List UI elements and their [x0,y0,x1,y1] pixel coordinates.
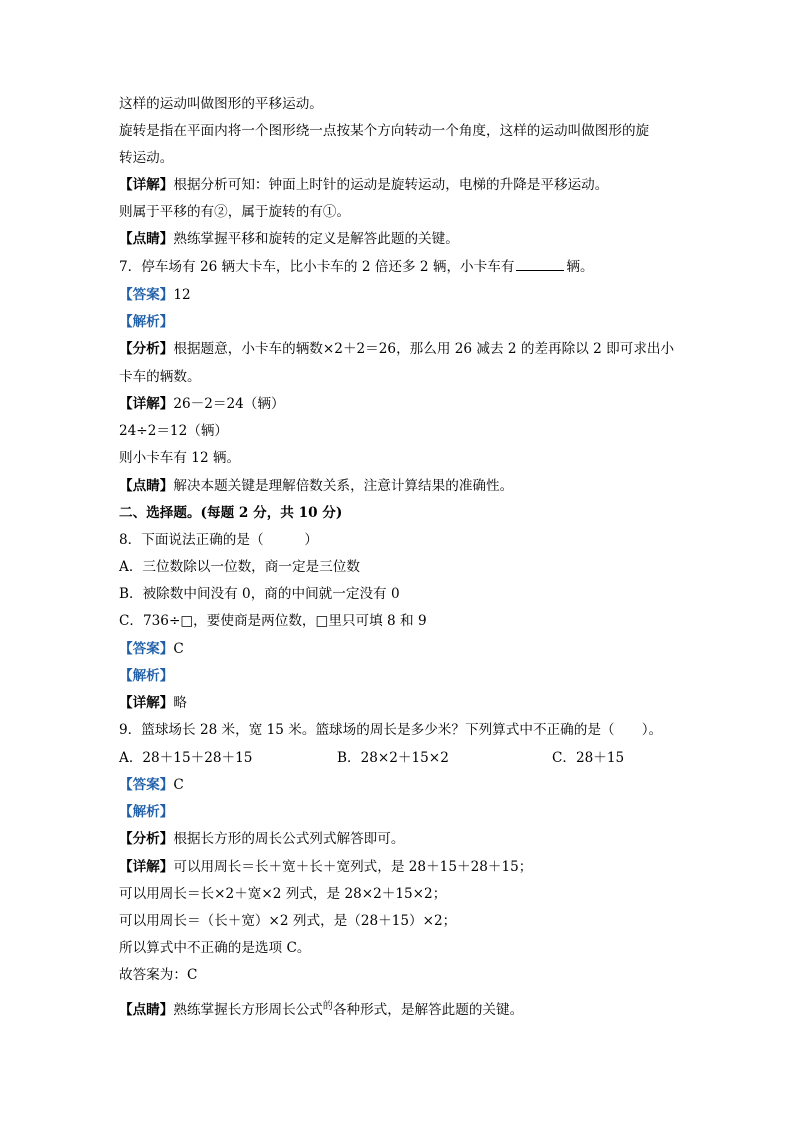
fenxi-text: 根据长方形的周长公式列式解答即可。 [173,831,405,847]
answer-value: 12 [173,287,191,303]
fenxi-text: 根据题意，小卡车的辆数×2＋2＝26，那么用 26 减去 2 的差再除以 2 即可求出小 [173,341,675,357]
intro-line-3: 转运动。 [119,150,174,166]
detail-tag: 【详解】 [119,177,174,193]
q9-line-4: 所以算式中不正确的是选项 C。 [119,940,311,956]
q7-note [119,476,754,496]
section-title: 二、选择题。(每题 2 分，共 10 分) [119,505,343,521]
q8-analysis-tag: 【解析】 [119,668,174,684]
q6-detail [119,175,754,195]
q8-question: 8．下面说法正确的是（ ） [119,532,318,548]
q7-analysis-tag: 【解析】 [119,314,174,330]
q9-line-2: 可以用周长＝长×2＋宽×2 列式，是 28×2＋15×2； [119,886,447,902]
note-tag: 【点睛】 [119,231,174,247]
q8-answer [119,639,754,659]
q6-result: 则属于平移的有②，属于旋转的有①。 [119,204,351,220]
answer-blank [516,257,564,271]
q7-calc-2: 24÷2＝12（辆） [119,423,229,439]
q8-option-c: C．736÷□，要使商是两位数，□里只可填 8 和 9 [119,613,427,629]
q7-question-post: 辆。 [566,259,594,275]
q6-note [119,229,754,249]
q9-question: 9．篮球场长 28 米，宽 15 米。篮球场的周长是多少米？下列算式中不正确的是（ ）。 [119,722,663,738]
intro-line-2: 旋转是指在平面内将一个图形绕一点按某个方向转动一个角度，这样的运动叫做图形的旋 [119,123,650,139]
q7-fenxi [119,339,754,359]
q9-option-a: A．28＋15＋28＋15 [119,750,253,766]
answer-tag: 【答案】 [119,641,174,657]
q7-detail [119,394,754,414]
fenxi-tag: 【分析】 [119,831,174,847]
detail-tag: 【详解】 [119,695,174,711]
detail-text: 略 [173,695,187,711]
detail-text: 26－2＝24（辆） [173,396,285,412]
q8-detail [119,693,754,713]
q9-option-b: B．28×2＋15×2 [337,750,449,766]
q8-option-b: B．被除数中间没有 0，商的中间就一定没有 0 [119,586,400,602]
answer-value: C [173,777,184,793]
q9-note [119,1000,754,1022]
detail-text: 可以用周长＝长＋宽＋长＋宽列式，是 28＋15＋28＋15； [173,859,533,875]
q7-question-pre: 7．停车场有 26 辆大卡车，比小卡车的 2 倍还多 2 辆，小卡车有 [119,259,515,275]
note-text-b: 各种形式，是解答此题的关键。 [332,1002,524,1018]
q7-fenxi-2: 卡车的辆数。 [119,369,201,385]
note-text-a: 熟练掌握长方形周长公式 [173,1002,323,1018]
q7-answer [119,285,754,305]
q9-analysis-tag: 【解析】 [119,804,174,820]
note-sup: 的 [322,1001,333,1012]
fenxi-tag: 【分析】 [119,341,174,357]
q9-options [119,748,754,768]
detail-text: 根据分析可知：钟面上时针的运动是旋转运动，电梯的升降是平移运动。 [173,177,609,193]
q8-option-a: A．三位数除以一位数，商一定是三位数 [119,559,360,575]
q9-line-3: 可以用周长＝（长＋宽）×2 列式，是（28＋15）×2； [119,913,457,929]
answer-tag: 【答案】 [119,777,174,793]
q9-detail [119,857,754,877]
answer-tag: 【答案】 [119,287,174,303]
detail-tag: 【详解】 [119,396,174,412]
detail-tag: 【详解】 [119,859,174,875]
note-tag: 【点睛】 [119,478,174,494]
answer-value: C [173,641,184,657]
note-text: 解决本题关键是理解倍数关系，注意计算结果的准确性。 [173,478,514,494]
note-text: 熟练掌握平移和旋转的定义是解答此题的关键。 [173,231,459,247]
q7-result: 则小卡车有 12 辆。 [119,450,241,466]
note-tag: 【点睛】 [119,1002,174,1018]
q9-option-c: C．28＋15 [552,750,625,766]
q9-answer [119,775,754,795]
q9-line-5: 故答案为：C [119,967,198,983]
q9-fenxi [119,829,754,849]
intro-line-1: 这样的运动叫做图形的平移运动。 [119,96,323,112]
q7-question [119,257,754,277]
